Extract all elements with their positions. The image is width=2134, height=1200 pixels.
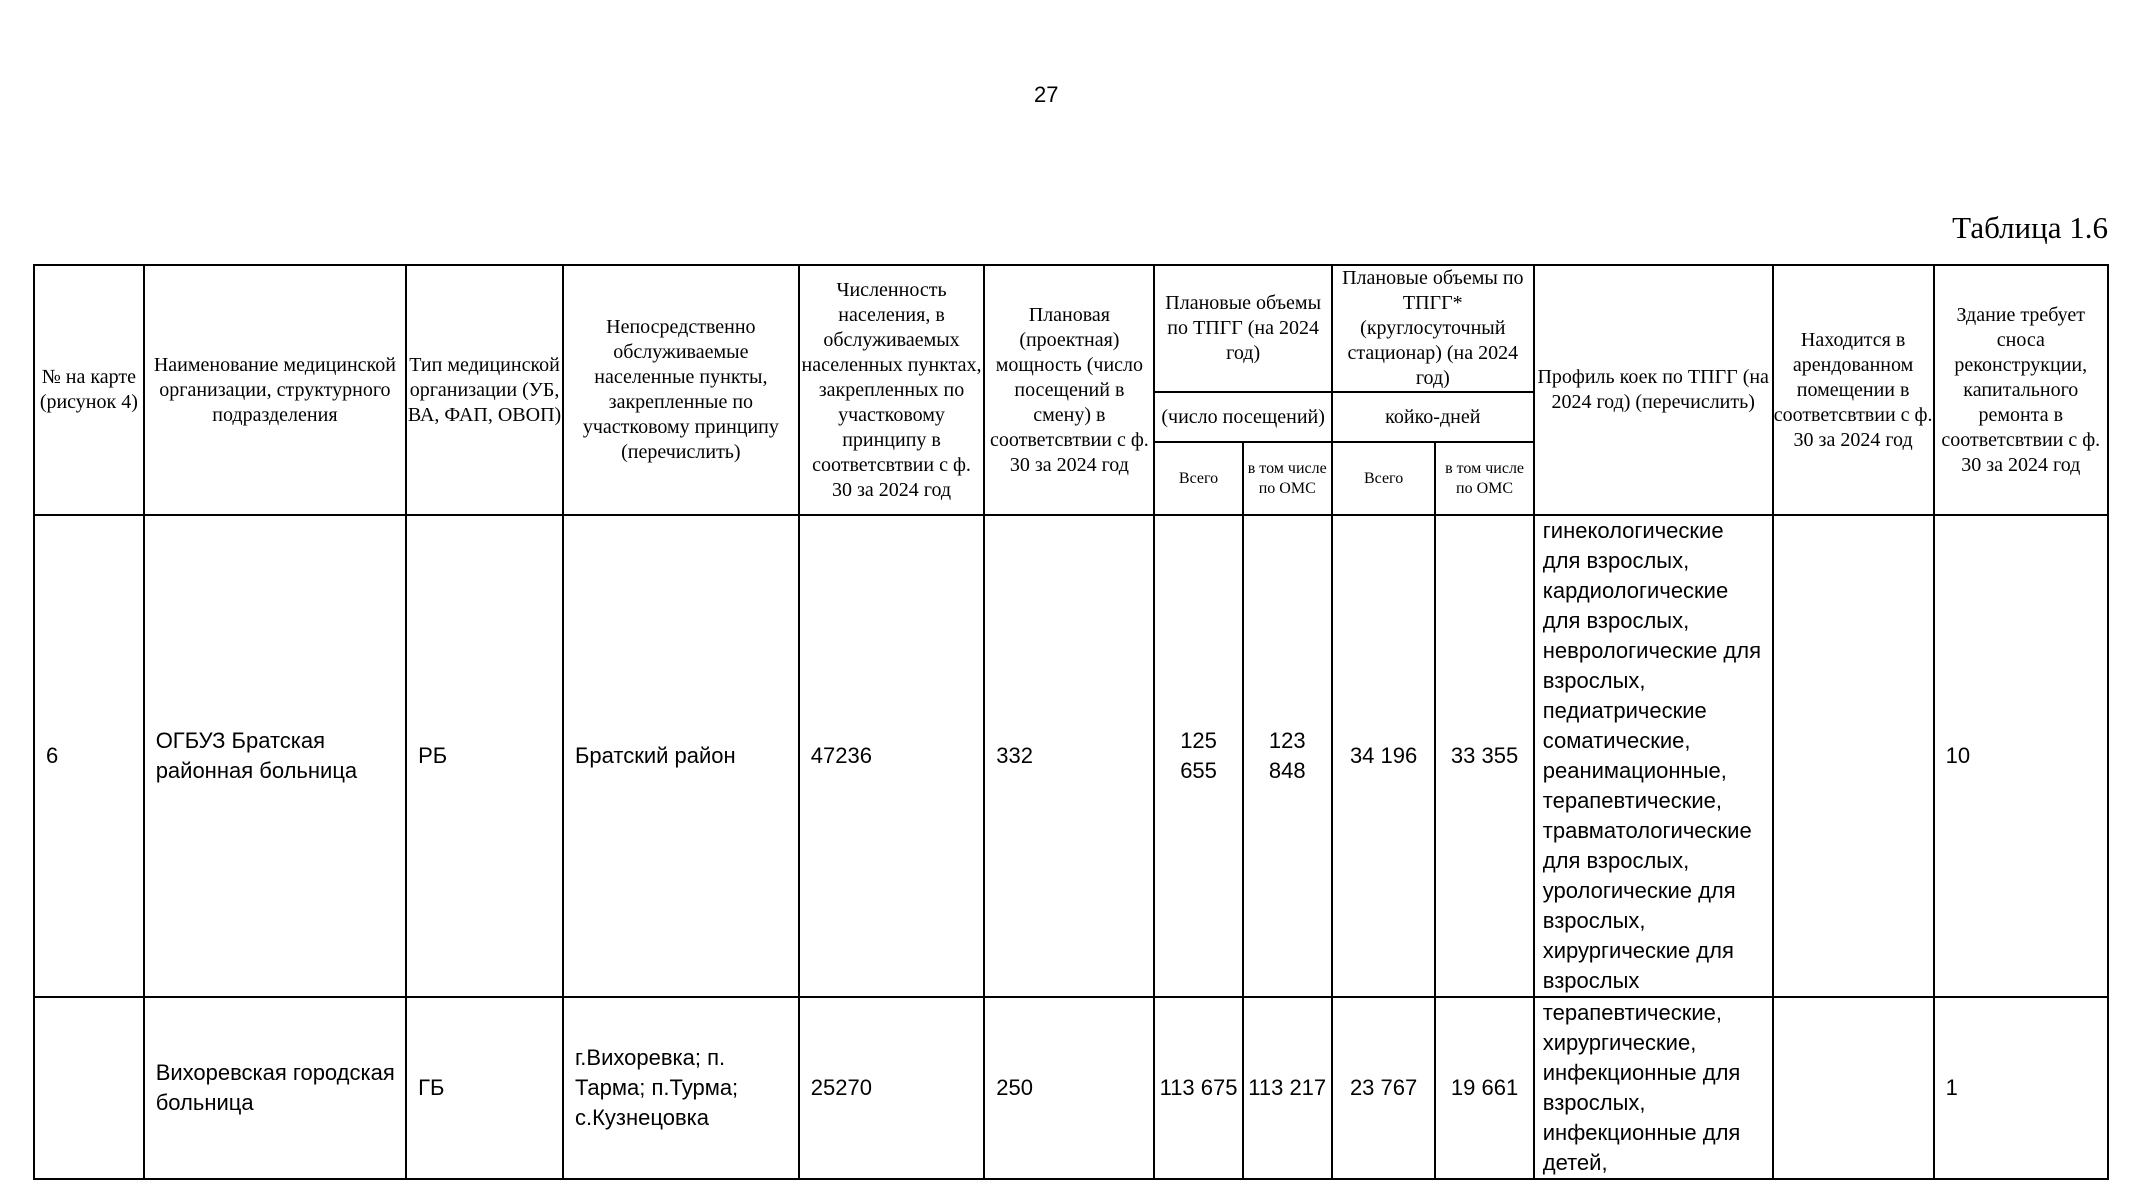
header-rented: Находится в арендованном помещении в соответсвтвии с ф. 30 за 2024 год	[1773, 265, 1934, 515]
header-organization-name: Наименование медицинской организации, структурного подразделения	[144, 265, 406, 515]
header-visits-total: Всего	[1154, 442, 1242, 515]
cell-visits-oms: 123 848	[1243, 515, 1332, 997]
header-visits-oms: в том числе по ОМС	[1243, 442, 1332, 515]
header-beddays-oms: в том числе по ОМС	[1435, 442, 1533, 515]
table-row	[34, 515, 2108, 997]
table-row	[34, 997, 2108, 1179]
table-caption: Таблица 1.6	[1952, 210, 2108, 245]
cell-organization-type: ГБ	[406, 997, 563, 1179]
header-reconstruction: Здание требует сноса реконструкции, капитального ремонта в соответсвтвии с ф. 30 за 2024 год	[1934, 265, 2108, 515]
data-table	[33, 264, 2109, 1180]
header-beddays-unit: койко-дней	[1332, 392, 1534, 442]
header-bed-profile: Профиль коек по ТПГГ (на 2024 год) (перечислить)	[1534, 265, 1773, 515]
page-number: 27	[1034, 82, 1059, 107]
header-settlements: Непосредственно обслуживаемые населенные пункты, закрепленные по участковому принципу (перечислить)	[563, 265, 799, 515]
cell-capacity: 332	[984, 515, 1154, 997]
cell-rented	[1773, 515, 1934, 997]
header-visits-unit: (число посещений)	[1154, 392, 1331, 442]
cell-beddays-oms: 19 661	[1435, 997, 1533, 1179]
header-tpgg-beds: Плановые объемы по ТПГГ* (круглосуточный стационар) (на 2024 год)	[1332, 265, 1534, 392]
cell-bed-profile: гинекологические для взрослых, кардиологические для взрослых, неврологические для взрослых, педиатрические соматические, реанимационные, терапевтические, травматологические для взрослых, урологические для взрослых, хирургические для взрослых	[1534, 515, 1773, 997]
cell-capacity: 250	[984, 997, 1154, 1179]
cell-organization-name: Вихоревская городская больница	[144, 997, 406, 1179]
cell-map-number	[34, 997, 144, 1179]
header-capacity: Плановая (проектная) мощность (число посещений в смену) в соответсвтвии с ф. 30 за 2024 год	[984, 265, 1154, 515]
cell-settlements: г.Вихоревка; п. Тарма; п.Турма; с.Кузнецовка	[563, 997, 799, 1179]
cell-population: 47236	[799, 515, 985, 997]
cell-visits-oms: 113 217	[1243, 997, 1332, 1179]
header-population: Численность населения, в обслуживаемых населенных пунктах, закрепленных по участковому принципу в соответсвтвии с ф. 30 за 2024 год	[799, 265, 985, 515]
cell-beddays-total: 23 767	[1332, 997, 1436, 1179]
header-tpgg-visits: Плановые объемы по ТПГГ (на 2024 год)	[1154, 265, 1331, 392]
cell-organization-type: РБ	[406, 515, 563, 997]
cell-bed-profile: терапевтические, хирургические, инфекционные для взрослых, инфекционные для детей,	[1534, 997, 1773, 1179]
cell-settlements: Братский район	[563, 515, 799, 997]
header-map-number: № на карте (рисунок 4)	[34, 265, 144, 515]
header-beddays-total: Всего	[1332, 442, 1436, 515]
cell-beddays-total: 34 196	[1332, 515, 1436, 997]
cell-rented	[1773, 997, 1934, 1179]
cell-reconstruction: 1	[1934, 997, 2108, 1179]
cell-reconstruction: 10	[1934, 515, 2108, 997]
cell-visits-total: 125 655	[1154, 515, 1242, 997]
header-organization-type: Тип медицинской организации (УБ, ВА, ФАП, ОВОП)	[406, 265, 563, 515]
cell-visits-total: 113 675	[1154, 997, 1242, 1179]
cell-population: 25270	[799, 997, 985, 1179]
cell-beddays-oms: 33 355	[1435, 515, 1533, 997]
cell-map-number: 6	[34, 515, 144, 997]
cell-organization-name: ОГБУЗ Братская районная больница	[144, 515, 406, 997]
